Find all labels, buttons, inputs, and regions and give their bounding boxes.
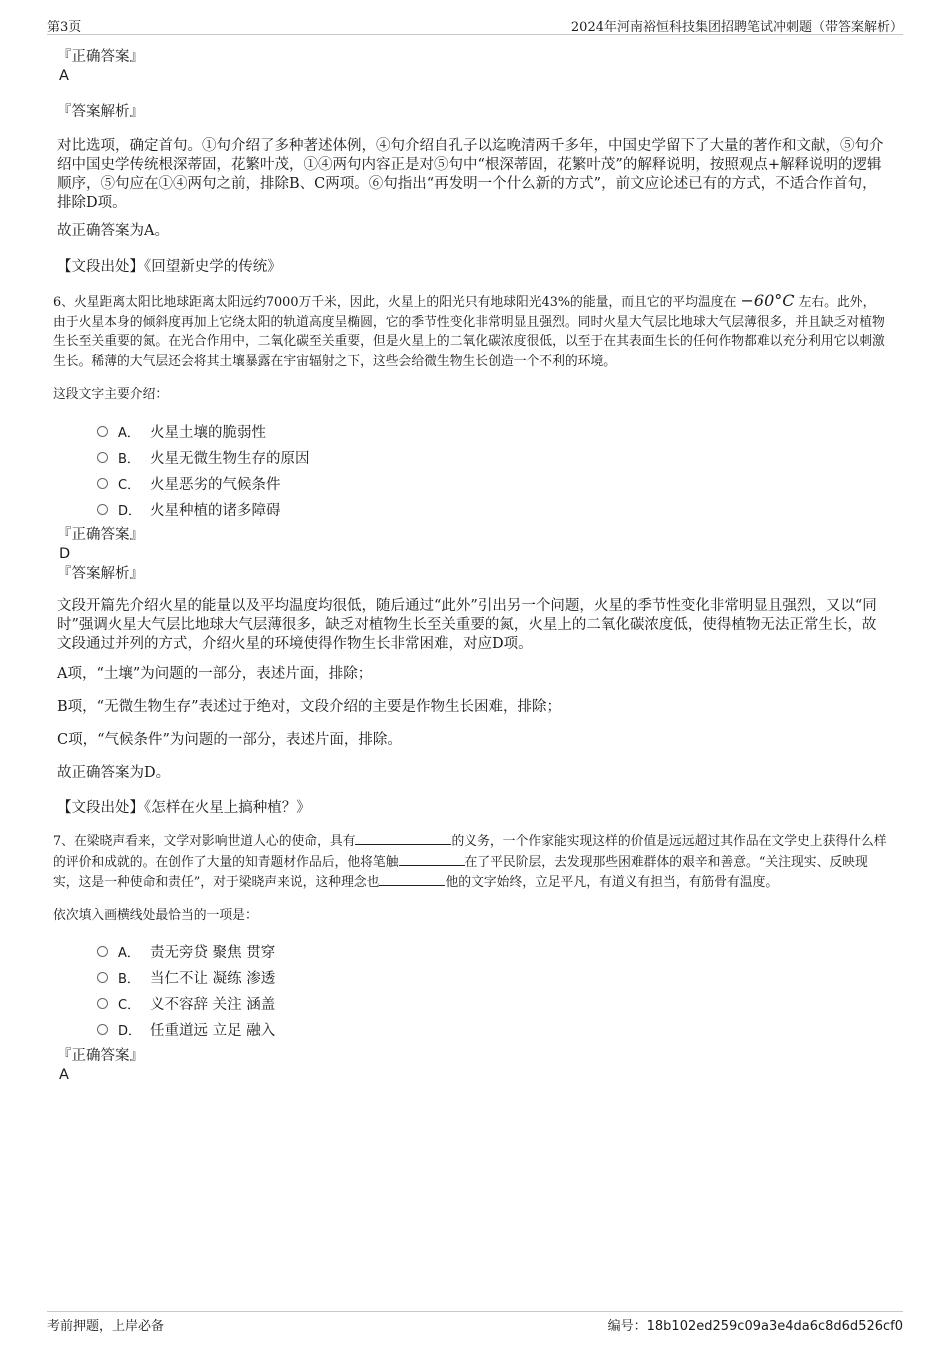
option-text: 任重道远 立足 融入 [150, 1023, 276, 1039]
question-6-text-part-1: 6、火星距离太阳比地球距离太阳远约7000万千米，因此，火星上的阳光只有地球阳光43%的能量，而且它的平均温度在 [53, 295, 737, 310]
option-letter: B． [118, 972, 140, 987]
option-text: 火星土壤的脆弱性 [150, 424, 266, 441]
radio-icon[interactable] [97, 504, 108, 515]
fill-blank-2 [399, 852, 465, 866]
page-number: 第3页 [47, 20, 82, 35]
option-letter: C． [118, 998, 141, 1013]
option-text: 火星无微生物生存的原因 [150, 450, 310, 467]
option-letter: A． [118, 946, 140, 961]
option-c[interactable] [97, 991, 887, 1017]
conclusion-text: 故正确答案为A。 [57, 223, 169, 239]
radio-icon[interactable] [97, 946, 108, 957]
analysis-label: 『答案解析』 [57, 566, 144, 582]
document-code-value: 18b102ed259c09a3e4da6c8d6d526cf0 [646, 1319, 903, 1334]
option-d[interactable] [97, 496, 887, 522]
option-letter: D． [118, 503, 142, 519]
question-6-options [57, 418, 887, 522]
question-7-text-part-3: 在了平民阶层，去发现那些困难群体的艰辛和善意。“关注现实、反映现实，这是一种使命和责任”，对于梁晓声来说，这种理念也 [53, 854, 868, 890]
answer-label: 『正确答案』 [57, 1047, 144, 1064]
option-d[interactable] [97, 1017, 887, 1043]
question-7-prompt: 依次填入画横线处最恰当的一项是： [53, 907, 258, 923]
option-text: 义不容辞 关注 涵盖 [150, 997, 276, 1013]
temperature-formula: −60°C [740, 291, 795, 310]
radio-icon[interactable] [97, 1024, 108, 1035]
answer-label: 『正确答案』 [57, 527, 144, 543]
document-code-label: 编号： [607, 1319, 647, 1334]
fill-blank-1 [355, 831, 451, 845]
question-7-text-part-1: 7、在梁晓声看来，文学对影响世道人心的使命，具有 [53, 834, 356, 849]
page-header [47, 14, 903, 35]
fill-blank-3 [379, 872, 445, 886]
answer-value: D [59, 546, 71, 562]
answer-label: 『正确答案』 [57, 49, 144, 65]
question-7-text-part-4: 他的文字始终，立足平凡，有道义有担当，有筋骨有温度。 [445, 875, 779, 890]
question-7-text-part-2: 的义务，一个作家能实现这样的价值是远远超过其作品在文学史上获得什么样的评价和成就的。在创作了大量的知青题材作品后，他将笔触 [53, 834, 887, 870]
option-letter: C． [118, 477, 141, 493]
option-letter: B． [118, 451, 140, 467]
option-b[interactable] [97, 444, 887, 470]
option-b[interactable] [97, 965, 887, 991]
source-text: 【文段出处】《怎样在火星上搞种植？》 [57, 800, 311, 816]
footer-slogan: 考前押题，上岸必备 [47, 1319, 165, 1334]
analysis-text: 文段开篇先介绍火星的能量以及平均温度均很低，随后通过“此外”引出另一个问题，火星的季节性变化非常明显且强烈，又以“同时”强调火星大气层比地球大气层薄很多，缺乏对植物生长至关重要的氮，火星上的二氧化碳浓度低，使得植物无法正常生长，故文段通过并列的方式，介绍火星的环境使得作物生长非常困难，对应D项。 [57, 598, 877, 652]
analysis-text: 对比选项，确定首句。①句介绍了多种著述体例，④句介绍自孔子以迄晚清两千多年，中国史学留下了大量的著作和文献，⑤句介绍中国史学传统根深蒂固，花繁叶茂，①④两句内容正是对⑤句中“根深蒂固，花繁叶茂”的解释说明，按照观点+解释说明的逻辑顺序，⑤句应在①④两句之前，排除B、C两项。⑥句指出“再发明一个什么新的方式”，前文应论述已有的方式，不适合作首句，排除D项。 [57, 138, 884, 211]
page-content [53, 46, 887, 1084]
question-6-text [53, 291, 887, 371]
option-a[interactable] [97, 418, 887, 444]
analysis-label: 『答案解析』 [57, 104, 144, 120]
option-b-note: B项，“无微生物生存”表述过于绝对，文段介绍的主要是作物生长困难，排除； [57, 699, 561, 715]
document-title: 2024年河南裕恒科技集团招聘笔试冲刺题（带答案解析） [570, 20, 903, 35]
option-text: 责无旁贷 聚焦 贯穿 [150, 945, 276, 961]
question-6-prompt: 这段文字主要介绍： [53, 387, 169, 402]
radio-icon[interactable] [97, 426, 108, 437]
radio-icon[interactable] [97, 972, 108, 983]
document-code [608, 1315, 903, 1334]
question-7-options [57, 939, 887, 1043]
question-6-text-part-2: 左右。此外，由于火星本身的倾斜度再加上它绕太阳的轨道高度呈椭圆，它的季节性变化非常明显且强烈。同时火星大气层比地球大气层薄很多，并且缺乏对植物生长至关重要的氮。在光合作用中，二氧化碳至关重要，但是火星上的二氧化碳浓度很低，以至于在其表面生长的任何作物都难以充分利用它以刺激生长。稀薄的大气层还会将其土壤暴露在宇宙辐射之下，这些会给微生物生长创造一个不利的环境。 [53, 295, 885, 369]
source-text: 【文段出处】《回望新史学的传统》 [57, 259, 282, 275]
option-a[interactable] [97, 939, 887, 965]
option-a-note: A项，“土壤”为问题的一部分，表述片面，排除； [57, 666, 373, 682]
option-text: 当仁不让 凝练 渗透 [150, 971, 276, 987]
radio-icon[interactable] [97, 998, 108, 1009]
question-7-text [53, 831, 887, 893]
option-letter: D． [118, 1024, 142, 1039]
option-text: 火星种植的诸多障碍 [150, 502, 281, 519]
radio-icon[interactable] [97, 478, 108, 489]
radio-icon[interactable] [97, 452, 108, 463]
option-letter: A． [118, 425, 140, 441]
page-footer [47, 1311, 903, 1334]
conclusion-text: 故正确答案为D。 [57, 765, 171, 781]
answer-value: A [59, 68, 69, 84]
option-c[interactable] [97, 470, 887, 496]
answer-value: A [59, 1066, 69, 1083]
option-c-note: C项，“气候条件”为问题的一部分，表述片面，排除。 [57, 732, 402, 748]
option-text: 火星恶劣的气候条件 [150, 476, 281, 493]
